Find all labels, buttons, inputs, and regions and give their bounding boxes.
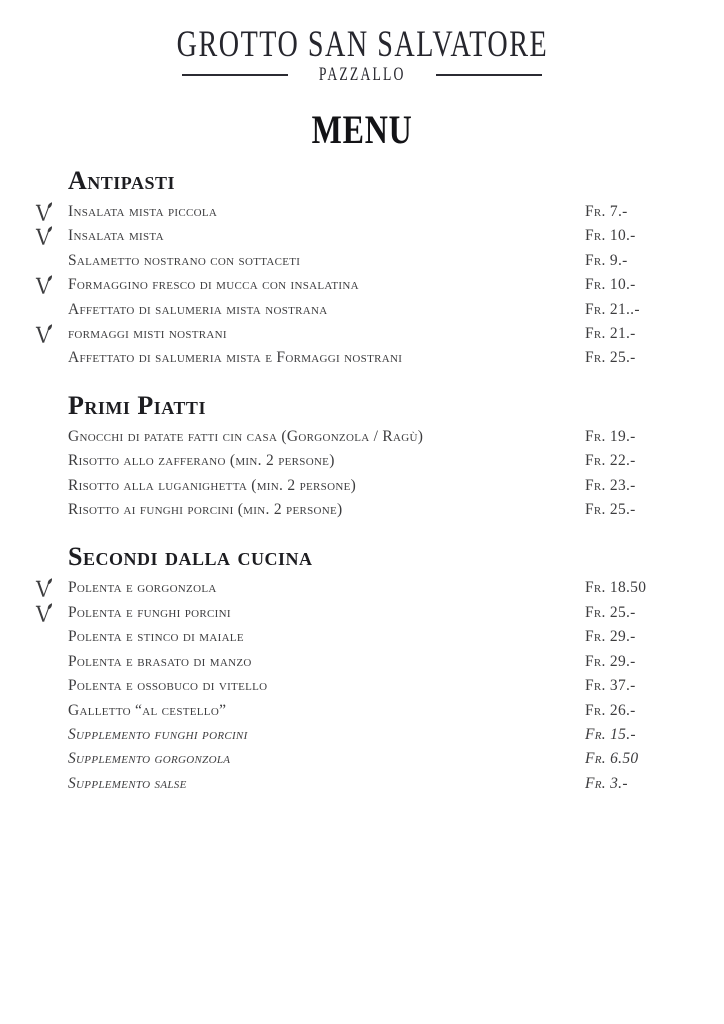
menu-item-name: Galletto “al cestello” [68,701,227,719]
vegetarian-marker-cell [35,603,68,624]
section-heading: Primi Piatti [68,390,206,420]
menu-item-row [0,650,724,674]
section-heading: Antipasti [68,166,175,195]
menu-item-price: Fr. 10.- [585,227,636,245]
menu-section [0,541,724,796]
menu-item-price: Fr. 21.- [585,325,636,343]
menu-item-row [0,273,724,297]
menu-item-name: Risotto allo zafferano (min. 2 persone) [68,452,335,470]
vegetarian-marker-cell [35,749,68,770]
menu-item-row [0,576,724,600]
menu-item-price: Fr. 29.- [585,628,636,646]
menu-item-price: Fr. 22.- [585,452,636,470]
restaurant-name: GROTTO SAN SALVATORE [176,24,548,65]
vegetarian-icon [35,275,52,296]
section-items [0,576,724,796]
menu-item-name: Polenta e funghi porcini [68,603,231,621]
menu-item-name: Risotto alla luganighetta (min. 2 persone) [68,476,357,494]
menu-item-price: Fr. 9.- [585,251,628,269]
vegetarian-icon [35,202,52,223]
vegetarian-marker-cell [35,299,68,320]
menu-item-name: Formaggino fresco di mucca con insalatina [68,276,359,294]
menu-item-name: Polenta e ossobuco di vitello [68,677,268,695]
vegetarian-marker-cell [35,275,68,296]
menu-item-price: Fr. 6.50 [585,750,639,768]
menu-item-price: Fr. 10.- [585,276,636,294]
menu-item-name: Gnocchi di patate fatti cin casa (Gorgonzola / Ragù) [68,427,424,445]
vegetarian-marker-cell [35,676,68,697]
menu-item-price: Fr. 26.- [585,701,636,719]
menu-item-row [0,322,724,346]
vegetarian-icon [35,226,52,247]
vegetarian-icon [35,603,52,624]
menu-item-name: Supplemento funghi porcini [68,725,248,743]
menu-item-row [0,772,724,796]
menu-item-price: Fr. 29.- [585,652,636,670]
menu-item-name: Supplemento gorgonzola [68,750,231,768]
menu-item-name: formaggi misti nostrani [68,325,227,343]
divider-line-right [436,74,542,76]
menu-section [0,390,724,523]
menu-item-price: Fr. 19.- [585,427,636,445]
menu-item-row [0,625,724,649]
menu-item-row [0,498,724,522]
vegetarian-marker-cell [35,348,68,369]
logo-subtitle [0,65,724,85]
menu-item-price: Fr. 18.50 [585,579,647,597]
menu-item-name: Risotto ai funghi porcini (min. 2 persone) [68,501,343,519]
menu-item-price: Fr. 21..- [585,300,640,318]
menu-item-name: Insalata mista [68,227,164,245]
section-items [0,425,724,523]
vegetarian-marker-cell [35,226,68,247]
vegetarian-marker-cell [35,451,68,472]
vegetarian-marker-cell [35,773,68,794]
menu-item-name: Polenta e gorgonzola [68,579,217,597]
vegetarian-marker-cell [35,427,68,448]
location-name: PAZZALLO [318,64,406,85]
restaurant-logo [0,26,724,85]
menu-title: MENU [311,107,413,152]
vegetarian-marker-cell [35,251,68,272]
menu-sections [0,165,724,796]
menu-item-name: Polenta e stinco di maiale [68,628,244,646]
menu-item-name: Insalata mista piccola [68,203,218,220]
menu-item-name: Affettato di salumeria mista nostrana [68,300,328,318]
menu-item-row [0,425,724,449]
menu-item-name: Polenta e brasato di manzo [68,652,252,670]
menu-item-price: Fr. 15.- [585,725,636,743]
menu-item-row [0,200,724,224]
vegetarian-marker-cell [35,324,68,345]
vegetarian-marker-cell [35,725,68,746]
section-items [0,200,724,371]
vegetarian-marker-cell [35,578,68,599]
vegetarian-icon [35,578,52,599]
menu-item-price: Fr. 3.- [585,774,628,792]
menu-item-price: Fr. 25.- [585,603,636,621]
menu-item-name: Salametto nostrano con sottaceti [68,251,301,269]
vegetarian-marker-cell [35,500,68,521]
menu-item-row [0,723,724,747]
menu-item-row [0,224,724,248]
vegetarian-marker-cell [35,627,68,648]
menu-item-row [0,449,724,473]
menu-item-row [0,474,724,498]
menu-title-wrap [0,107,724,153]
section-heading: Secondi dalla cucina [68,542,313,572]
menu-item-row [0,346,724,370]
menu-item-price: Fr. 25.- [585,501,636,519]
menu-item-price: Fr. 25.- [585,349,636,367]
vegetarian-marker-cell [35,700,68,721]
menu-item-row [0,601,724,625]
vegetarian-icon [35,324,52,345]
menu-item-price: Fr. 23.- [585,476,636,494]
menu-item-row [0,747,724,771]
menu-item-row [0,699,724,723]
vegetarian-marker-cell [35,651,68,672]
vegetarian-marker-cell [35,475,68,496]
menu-item-row [0,249,724,273]
menu-item-row [0,298,724,322]
menu-item-price: Fr. 7.- [585,203,628,220]
menu-item-name: Affettato di salumeria mista e Formaggi nostrani [68,349,403,367]
menu-item-row [0,674,724,698]
menu-item-name: Supplemento salse [68,774,187,792]
divider-line-left [182,74,288,76]
menu-item-price: Fr. 37.- [585,677,636,695]
vegetarian-marker-cell [35,202,68,223]
menu-section [0,165,724,371]
